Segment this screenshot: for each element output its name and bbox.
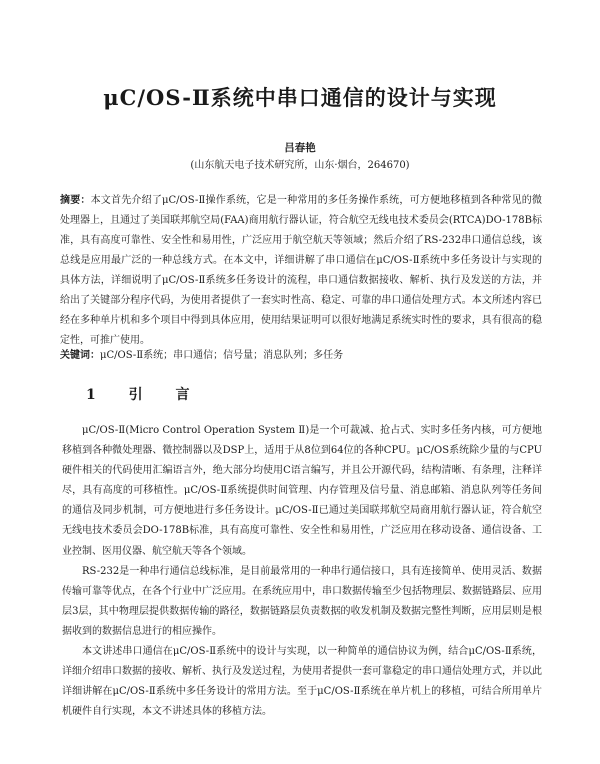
abstract [60, 191, 542, 351]
abstract-text: 本文首先介绍了μC/OS-Ⅱ操作系统，它是一种常用的多任务操作系统，可方便地移植到各种常见的微处理器上，且通过了美国联邦航空局(FAA)商用航行器认证，符合航空无线电技术委员会(RTCA)DO-178B标准，具有高度可靠性、安全性和易用性，广泛应用于航空航天等领域；然后介绍了RS-232串口通信总线，该总线是应用最广泛的一种总线方式。在本文中，详细讲解了串口通信在μC/OS-Ⅱ系统中多任务设计与实现的具体方法，详细说明了μC/OS-Ⅱ系统多任务设计的流程，串口通信数据接收、解析、执行及发送的方法，并给出了关键部分程序代码，为使用者提供了一套实时性高、稳定、可靠的串口通信处理方式。本文所述内容已经在多种单片机和多个项目中得到具体应用，使用结果证明可以很好地满足系统实时性的要求，具有很高的稳定性，可推广使用。 [60, 195, 542, 346]
keywords [60, 346, 542, 366]
body-paragraph: RS-232是一种串行通信总线标准，是目前最常用的一种串行通信接口，具有连接简单、使用灵活、数据传输可靠等优点，在各个行业中广泛应用。在系统应用中，串口数据传输至少包括物理层、数据链路层、应用层3层，其中物理层提供数据传输的路径，数据链路层负责数据的收发机制及数据完整性判断，应用层则是根据收到的数据信息进行的相应操作。 [62, 565, 542, 637]
paper-title: μC/OS-Ⅱ系统中串口通信的设计与实现 [103, 85, 497, 110]
section-heading-introduction: 1 引 言 [86, 387, 204, 403]
body-paragraph: μC/OS-Ⅱ(Micro Control Operation System Ⅱ)是一个可裁减、抢占式、实时多任务内核，可方便地移植到各种微处理器、微控制器以及DSP上，适用于从8位到64位的各种CPU。μC/OS系统除少量的与CPU硬件相关的代码使用汇编语言外，绝大部分均使用C语言编写，并且公开源代码，结构清晰、有条理，注释详尽，具有高度的可移植性。μC/OS-Ⅱ系统提供时间管理、内存管理及信号量、消息邮箱、消息队列等任务间的通信及同步机制，可方便地进行多任务设计。μC/OS-Ⅱ已通过美国联邦航空局商用航行器认证，符合航空无线电技术委员会DO-178B标准，具有高度可靠性、安全性和易用性，广泛应用在移动设备、通信设备、工业控制、医用仪器、航空航天等各个领域。 [62, 425, 542, 557]
keywords-text: μC/OS-Ⅱ系统；串口通信；信号量；消息队列；多任务 [100, 350, 344, 361]
keywords-label: 关键词： [60, 350, 100, 361]
body-text [62, 421, 542, 722]
abstract-label: 摘要： [60, 195, 91, 206]
body-paragraph: 本文讲述串口通信在μC/OS-Ⅱ系统中的设计与实现，以一种简单的通信协议为例，结合μC/OS-Ⅱ系统，详细介绍串口数据的接收、解析、执行及发送过程，为使用者提供一套可靠稳定的串口通信处理方式，并以此详细讲解在μC/OS-Ⅱ系统中多任务设计的常用方法。至于μC/OS-Ⅱ系统在单片机上的移植，可结合所用单片机硬件自行实现，本文不讲述具体的移植方法。 [62, 646, 542, 718]
author-affiliation: (山东航天电子技术研究所，山东·烟台，264670) [190, 160, 410, 171]
author-name: 吕春艳 [284, 142, 316, 154]
